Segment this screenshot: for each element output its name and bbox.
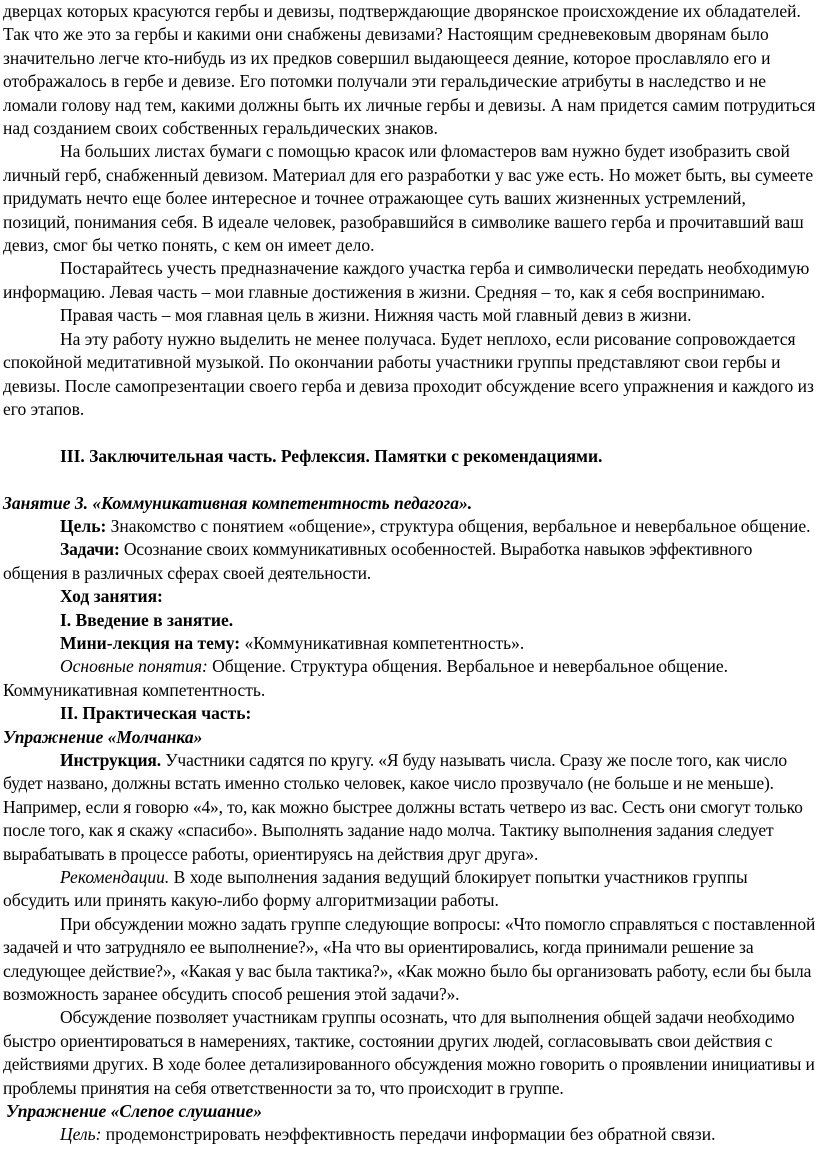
goal-2-text: продемонстрировать неэффективность передачи информации без обратной связи. xyxy=(101,1124,716,1145)
paragraph-coat-of-arms-intro: дверцах которых красуются гербы и девизы, подтверждающие дворянское происхождение их обладателей. Так что же это за гербы и какими они снабжены девизами? Настоящим средневековым дворянам было значительно легче кто-нибудь из их предков совершил выдающееся деяние, которое прославляло его и отображалось в гербе и девизе. Его потомки получали эти геральдические атрибуты в наследство и не ломали голову над тем, какими должны быть их личные гербы и девизы. А нам придется самим потрудиться над созданием своих собственных геральдических знаков. xyxy=(3,1,816,139)
paragraph-work-duration: На эту работу нужно выделить не менее получаса. Будет неплохо, если рисование сопровождается спокойной медитативной музыкой. По окончании работы участники группы представляют свои гербы и девизы. После самопрезентации своего герба и девиза проходит обсуждение всего упражнения и каждого из его этапов. xyxy=(3,328,814,419)
spacer xyxy=(0,421,816,444)
lesson-3-title: Занятие 3. «Коммуникативная компетентность педагога». xyxy=(3,492,473,513)
practical-heading: II. Практическая часть: xyxy=(60,703,252,724)
spacer xyxy=(0,468,816,491)
discussion-outcome-paragraph: Обсуждение позволяет участникам группы осознать, что для выполнения общей задачи необходимо быстро ориентироваться в намерениях, тактике, состоянии других людей, согласовывать свои действия с действиями других. В ходе более детализированного обсуждения можно говорить о проявлении инициативы и проблемы принятия на себя ответственности за то, что происходит в группе. xyxy=(3,1007,815,1098)
goal-text: Знакомство с понятием «общение», структура общения, вербальное и невербальное общение. xyxy=(106,515,811,536)
recommendation-label: Рекомендации. xyxy=(60,867,170,887)
discussion-questions-paragraph: При обсуждении можно задать группе следующие вопросы: «Что помогло справляться с поставленной задачей и что затрудняло ее выполнение?», «На что вы ориентировались, когда принимали решение за следующее действие?», «Какая у вас была тактика?», «Как можно было бы организовать работу, если бы была возможность заранее обсудить способ решения этой задачи?». xyxy=(3,913,816,1005)
goal-paragraph xyxy=(0,515,816,538)
instruction-label: Инструкция. xyxy=(60,749,161,770)
minilecture-text: «Коммуникативная компетентность». xyxy=(240,632,525,653)
recommendation-paragraph xyxy=(0,866,816,913)
paragraph-draw-coat-of-arms: На больших листах бумаги с помощью красок или фломастеров вам нужно будет изобразить свой личный герб, снабженный девизом. Материал для его разработки у вас уже есть. Но может быть, вы сумеете придумать нечто еще более интересное и точнее отражающее суть ваших жизненных устремлений, позиций, понимания себя. В идеале человек, разобравшийся в символике вашего герба и прочитавший ваш девиз, смог бы четко понять, с кем он имеет дело. xyxy=(3,141,814,256)
paragraph-coat-parts: Постарайтесь учесть предназначение каждого участка герба и символически передать необходимую информацию. Левая часть – мои главные достижения в жизни. Средняя – то, как я себя воспринимаю. xyxy=(3,258,810,302)
minilecture-paragraph xyxy=(0,632,816,655)
recommendation-text: В ходе выполнения задания ведущий блокирует попытки участников группы обсудить или принять какую-либо форму алгоритмизации работы. xyxy=(3,867,748,911)
introduction-heading: I. Введение в занятие. xyxy=(60,609,234,630)
concepts-text: Общение. Структура общения. Вербальное и невербальное общение. Коммуникативная компетентность. xyxy=(3,656,729,700)
goal-2-label: Цель: xyxy=(60,1124,102,1145)
goal-label: Цель: xyxy=(60,515,107,536)
concepts-paragraph xyxy=(0,655,816,702)
goal-2-paragraph xyxy=(0,1123,816,1146)
tasks-paragraph xyxy=(0,538,816,585)
instruction-paragraph xyxy=(0,749,816,866)
section-3-heading: III. Заключительная часть. Рефлексия. Памятки с рекомендациями. xyxy=(60,445,603,466)
exercise-2-title: Упражнение «Слепое слушание» xyxy=(6,1101,263,1122)
minilecture-label: Мини-лекция на тему: xyxy=(60,632,241,653)
tasks-label: Задачи: xyxy=(60,539,120,560)
paragraph-right-part: Правая часть – моя главная цель в жизни. Нижняя часть мой главный девиз в жизни. xyxy=(60,305,692,326)
tasks-text: Осознание своих коммуникативных особенностей. Выработка навыков эффективного общения в различных сферах своей деятельности. xyxy=(3,539,753,583)
concepts-label: Основные понятия: xyxy=(60,656,208,677)
instruction-text: Участники садятся по кругу. «Я буду называть числа. Сразу же после того, как число будет названо, должны встать именно столько человек, какое число прозвучало (не больше и не меньше). Например, если я говорю «4», то, как можно быстрее должны встать четверо из вас. Сесть они смогут только после того, как я скажу «спасибо». Выполнять задание надо молча. Тактику выполнения задания следует вырабатывать в процессе работы, ориентируясь на действия друг друга». xyxy=(3,749,803,864)
course-heading: Ход занятия: xyxy=(60,586,163,607)
exercise-1-title: Упражнение «Молчанка» xyxy=(3,726,203,747)
